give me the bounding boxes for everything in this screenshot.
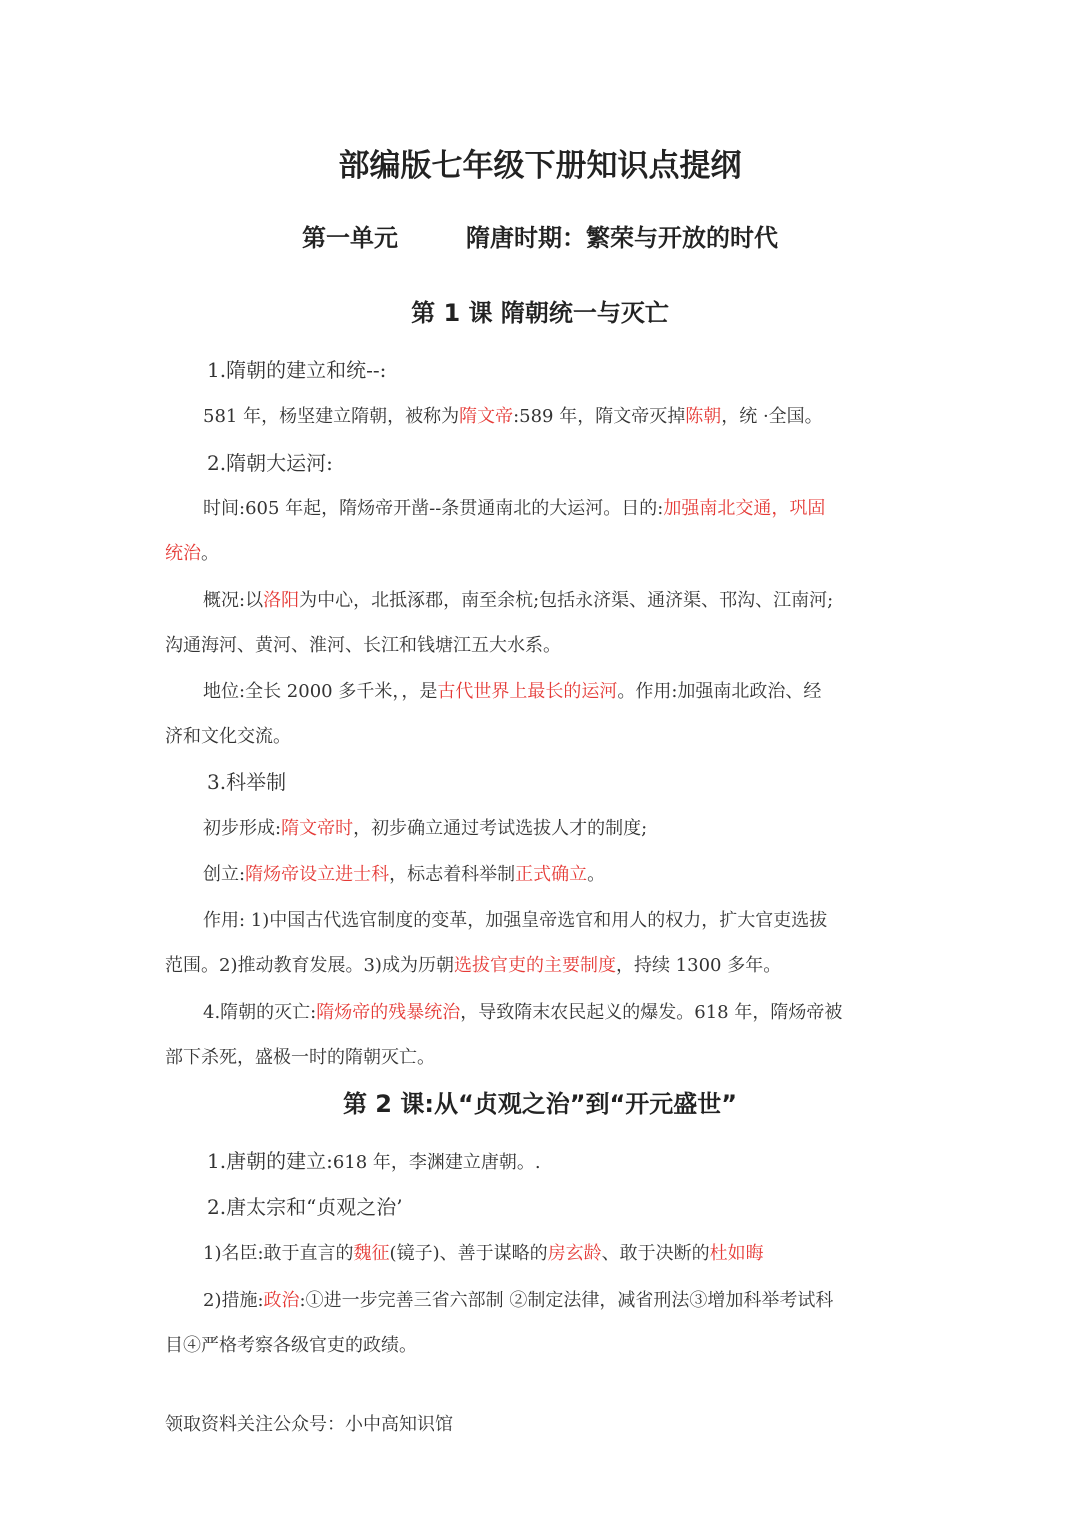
highlight-text: 隋炀帝设立进士科 [245, 864, 390, 885]
text-segment: ，导致隋末农民起义的爆发。618 年，隋炀帝被 [460, 1002, 843, 1023]
text-segment: 范围。2)推动教育发展。3)成为历朝 [165, 955, 454, 976]
text-segment: 为中心，北抵涿郡，南至余杭;包括永济渠、通济渠、邗沟、江南河; [299, 590, 834, 611]
l1-exam-effect-cont [165, 952, 781, 980]
highlight-text: 魏征 [353, 1243, 390, 1264]
highlight-text: 洛阳 [263, 590, 300, 611]
highlight-text: 政治 [263, 1290, 300, 1311]
l1-canal-time-cont [165, 540, 219, 568]
lesson-2-title: 第 2 课:从“贞观之治”到“开元盛世” [342, 1090, 738, 1118]
lesson-1-title: 第 1 课 隋朝统一与灭亡 [411, 299, 669, 327]
highlight-text: 陈朝 [685, 406, 722, 427]
text-segment: 、敢于决断的 [601, 1243, 710, 1264]
highlight-text: 正式确立 [515, 864, 588, 885]
highlight-text: 杜如晦 [709, 1243, 764, 1264]
l1-fall-of-sui-cont: 部下杀死，盛极一时的隋朝灭亡。 [165, 1047, 435, 1068]
highlight-text: 统治 [165, 543, 201, 564]
l2-section-2-heading: 2.唐太宗和“贞观之治’ [207, 1195, 403, 1219]
l2-ministers [203, 1240, 764, 1268]
text-segment: ，标志着科举制 [389, 864, 516, 885]
text-segment: ，持续 1300 多年。 [615, 955, 782, 976]
l2-measures-cont: 目④严格考察各级官吏的政绩。 [165, 1335, 417, 1356]
l2-founding [207, 1147, 541, 1177]
text-segment: 618 年，李渊建立唐朝。. [332, 1152, 541, 1173]
text-segment: 1.唐朝的建立: [207, 1149, 333, 1173]
highlight-text: 隋文帝 [459, 406, 514, 427]
unit-name: 隋唐时期：繁荣与开放的时代 [466, 224, 778, 252]
text-segment: 概况:以 [203, 590, 264, 611]
text-segment: :589 年，隋文帝灭掉 [513, 406, 686, 427]
l1-canal-status [203, 678, 821, 706]
l1-canal-overview-cont: 沟通海河、黄河、淮河、长江和钱塘江五大水系。 [165, 635, 561, 656]
highlight-text: 选拔官吏的主要制度 [453, 955, 616, 976]
l1-exam-formation [203, 815, 647, 843]
text-segment: 2)措施: [203, 1290, 264, 1311]
l1-section-3-heading: 3.科举制 [207, 770, 287, 794]
highlight-text: 古代世界上最长的运河 [437, 681, 618, 702]
text-segment: 。 [201, 543, 219, 564]
text-segment: ，统 ·全国。 [721, 406, 823, 427]
text-segment: :①进一步完善三省六部制 ②制定法律，减省刑法③增加科举考试科 [299, 1290, 834, 1311]
l1-section-1-text [203, 403, 823, 431]
l1-exam-creation [203, 861, 605, 889]
text-segment: 4.隋朝的灭亡: [203, 1002, 317, 1023]
text-segment: (镜子)、善于谋略的 [389, 1243, 548, 1264]
text-segment: 。作用:加强南北政治、经 [617, 681, 822, 702]
text-segment: 创立: [203, 864, 246, 885]
highlight-text: 隋炀帝的残暴统治 [316, 1002, 461, 1023]
unit-label: 第一单元 [302, 224, 398, 252]
text-segment: ，初步确立通过考试选拔人才的制度; [353, 818, 648, 839]
l1-canal-overview [203, 587, 833, 615]
text-segment: 时间:605 年起，隋炀帝开凿--条贯通南北的大运河。日的: [203, 498, 664, 519]
text-segment: 581 年，杨坚建立隋朝，被称为 [203, 406, 460, 427]
l2-measures [203, 1287, 833, 1315]
l1-canal-time [203, 495, 825, 523]
text-segment: 初步形成: [203, 818, 282, 839]
l1-canal-status-cont: 济和文化交流。 [165, 726, 291, 747]
unit-heading [0, 218, 1080, 253]
text-segment: 1)名臣:敢于直言的 [203, 1243, 354, 1264]
document-title: 部编版七年级下册知识点提纲 [338, 148, 742, 184]
l1-exam-effect: 作用: 1)中国古代选官制度的变革，加强皇帝选官和用人的权力，扩大官吏选拔 [203, 910, 828, 931]
highlight-text: 房玄龄 [547, 1243, 602, 1264]
highlight-text: 隋文帝时 [281, 818, 354, 839]
text-segment: 。 [587, 864, 606, 885]
text-segment: 地位:全长 2000 多千米，，是 [203, 681, 438, 702]
l1-section-2-heading: 2.隋朝大运河: [207, 451, 333, 475]
footer-note: 领取资料关注公众号：小中高知识馆 [165, 1414, 453, 1435]
l1-section-1-heading: 1.隋朝的建立和统--: [207, 358, 387, 382]
l1-fall-of-sui [203, 999, 842, 1027]
highlight-text: 加强南北交通，巩固 [663, 498, 826, 519]
